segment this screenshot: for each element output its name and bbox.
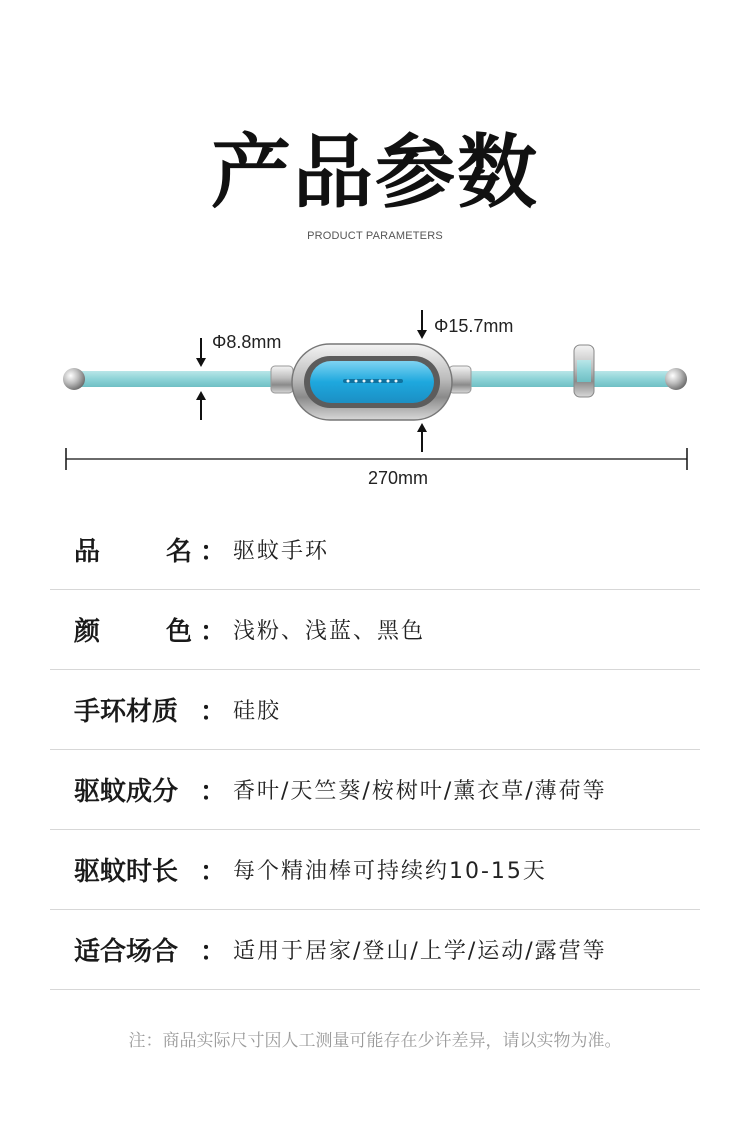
disclaimer-note: 注：商品实际尺寸因人工测量可能存在少许差异，请以实物为准。 <box>128 1031 622 1051</box>
param-label: 适合场合 <box>74 937 179 967</box>
param-row-occasions: 适合场合 ： 适用于居家/登山/上学/运动/露营等 <box>50 910 700 990</box>
dim-small-diameter: Φ8.8mm <box>212 332 282 352</box>
param-label: 品 名 <box>74 537 192 567</box>
param-value: 适用于居家/登山/上学/运动/露营等 <box>233 939 607 964</box>
param-row-color: 颜 色 ： 浅粉、浅蓝、黑色 <box>50 590 700 670</box>
param-value: 驱蚊手环 <box>233 539 330 564</box>
param-row-name: 品 名 ： 驱蚊手环 <box>50 510 700 590</box>
param-label: 颜 色 <box>74 617 192 647</box>
bracelet-illustration <box>0 300 750 500</box>
param-value: 硅胶 <box>233 699 282 724</box>
params-table <box>50 510 700 990</box>
param-label: 手环材质 <box>74 697 179 727</box>
product-diagram <box>0 300 750 500</box>
param-row-material: 手环材质 ： 硅胶 <box>50 670 700 750</box>
page-title: 产品参数 <box>211 126 539 219</box>
param-label: 驱蚊成分 <box>74 777 179 807</box>
clip-left <box>271 366 293 393</box>
dim-large-diameter: Φ15.7mm <box>434 316 514 336</box>
param-value: 香叶/天竺葵/桉树叶/薰衣草/薄荷等 <box>233 779 607 804</box>
param-label: 驱蚊时长 <box>74 857 179 887</box>
end-ball-right <box>665 368 687 390</box>
param-row-ingredients: 驱蚊成分 ： 香叶/天竺葵/桉树叶/薰衣草/薄荷等 <box>50 750 700 830</box>
page-subtitle: PRODUCT PARAMETERS <box>307 230 443 242</box>
end-ball-left <box>63 368 85 390</box>
param-row-duration: 驱蚊时长 ： 每个精油棒可持续约10-15天 <box>50 830 700 910</box>
param-value: 浅粉、浅蓝、黑色 <box>233 619 426 644</box>
dim-length: 270mm <box>367 468 429 488</box>
param-value: 每个精油棒可持续约10-15天 <box>233 859 547 884</box>
